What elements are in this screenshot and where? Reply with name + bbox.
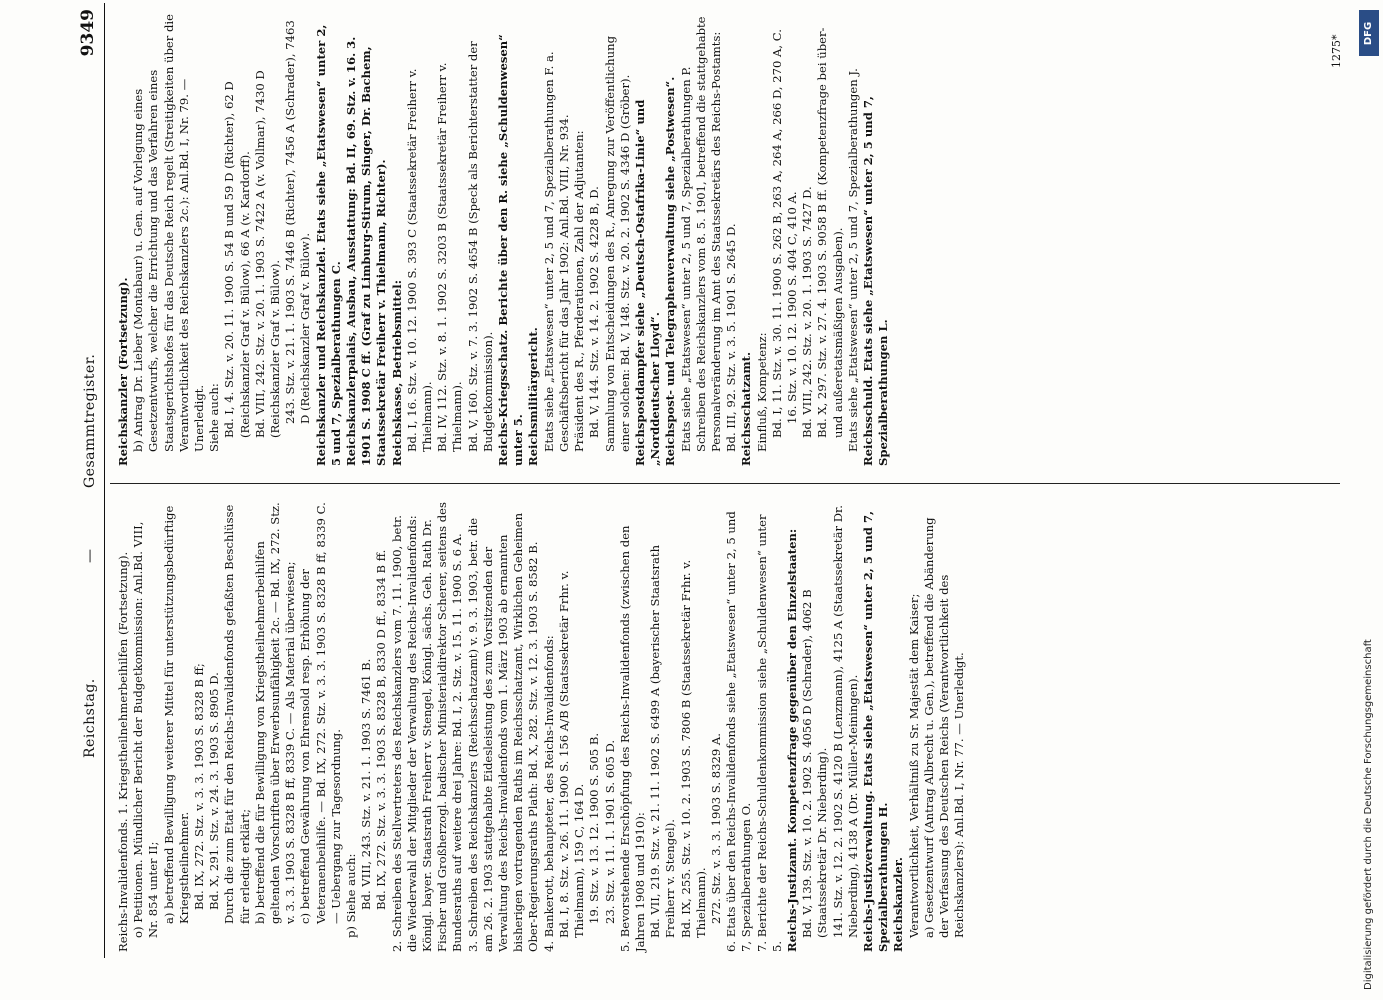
index-entry: b) betreffend die für Bewilligung von Kriegstheilnehmerbeihilfen geltenden Vorschriften über Erwerbsunfähigkeit 2c. — Bd. IX, 272. Stz. v. 3. 3. 1903 S. 8328 B ff, 8339 C. — Als Material überwiesen;	[252, 502, 298, 924]
right-column	[116, 14, 891, 466]
index-entry: Geschäftsbericht für das Jahr 1902: Anl.Bd. VIII, Nr. 934.	[556, 114, 571, 452]
index-entry: Bd. IX, 272. Stz. v. 3. 3. 1903 S. 8328 B, 8330 D ff., 8334 B ff.	[374, 549, 389, 910]
column-divider	[110, 483, 1340, 484]
index-entry: Reichs-Invalidenfonds. 1. Kriegstheilnehmerbeihilfen (Fortsetzung).	[116, 551, 130, 952]
index-entry: Bd. IX, 255. Stz. v. 10. 2. 1903 S. 7806 B (Staatssekretär Frhr. v. Thielmann).	[678, 559, 708, 938]
signature-mark: 1275*	[1330, 34, 1343, 68]
index-entry: 19. Stz. v. 13. 12. 1900 S. 505 B.	[587, 732, 602, 924]
index-heading: Reichspostdampfer siehe „Deutsch-Ostafrika-Linie“ und „Norddeutscher Lloyd“.	[632, 99, 663, 466]
header-right: Gesammtregister.	[82, 353, 98, 488]
index-entry: 2. Schreiben des Stellvertreters des Reichskanzlers vom 7. 11. 1900, betr. die Wiederwahl der Mitglieder der Verwaltung des Reichs-Invalidenfonds: Königl. bayer. Staatsrath Freiherr v. Stengel, Königl. sächs. Geh. Rath Dr. Fischer und Großherzogl. badischer Ministerialdirektor Scherer, seitens des Bundesraths auf weitere drei Jahre: Bd. I, 2. Stz. v. 15. 11. 1900 S. 6 A.	[389, 502, 465, 952]
index-entry: Einfluß, Kompetenz:	[754, 332, 769, 452]
index-entry: b) Antrag Dr. Lieber (Montabaur) u. Gen. auf Vorlegung eines Gesetzentwurfs, welcher die Errichtung und das Verfahren eines Staatsgerichtshofes für das Deutsche Reich regelt (Streitigkeiten über die Verantwortlichkeit des Reichskanzlers 2c.): Anl.Bd. I, Nr. 79. — Unerledigt.	[131, 13, 207, 452]
index-entry: Bd. IV, 112. Stz. v. 8. 1. 1902 S. 3203 B (Staatssekretär Freiherr v. Thielmann).	[435, 62, 465, 452]
index-entry: 243. Stz. v. 21. 1. 1903 S. 7446 B (Richter), 7456 A (Schrader), 7463 D (Reichskanzler Graf v. Bülow).	[283, 20, 313, 424]
index-entry: Etats siehe „Etatswesen“ unter 2, 5 und 7, Spezialberathungen F. a.	[541, 51, 556, 452]
index-entry: Bd. I, 16. Stz. v. 10. 12. 1900 S. 393 C (Staatssekretär Freiherr v. Thielmann).	[404, 68, 435, 452]
index-entry: 141. Stz. v. 12. 2. 1902 S. 4120 B (Lenzmann), 4125 A (Staatssekretär Dr. Nieberding), 4138 A (Dr. Müller-Meiningen).	[830, 505, 860, 938]
index-entry: Etats siehe „Etatswesen“ unter 2, 5 und 7, Spezialberathungen J.	[845, 68, 860, 452]
index-heading: Reichskanzlerpalais, Ausbau, Ausstattung: Bd. II, 69. Stz. v. 16. 3. 1901 S. 1908 C ff. (Graf zu Limburg-Stirum, Singer, Dr. Bachem, Staatssekretär Freiherr v. Thielmann, Richter).	[344, 36, 389, 466]
index-entry: Bd. X, 297. Stz. v. 27. 4. 1903 S. 9058 B ff. (Kompetenzfrage bei über- und außeretatsmäßigen Ausgaben).	[815, 27, 845, 438]
index-heading: Reichs-Justizamt. Kompetenzfrage gegenüber den Einzelstaaten:	[784, 528, 799, 952]
index-entry: a) Gesetzentwurf (Antrag Albrecht u. Gen.), betreffend die Abänderung der Verfassung des Deutschen Reichs (Verantwortlichkeit des Reichskanzlers): Anl.Bd. I, Nr. 77. — Unerledigt.	[921, 517, 967, 938]
index-entry: Bd. I, 4. Stz. v. 20. 11. 1900 S. 54 B und 59 D (Richter), 62 D (Reichskanzler Graf v. Bülow), 66 A (v. Kardorff).	[222, 81, 252, 438]
index-entry: 5. Bevorstehende Erschöpfung des Reichs-Invalidenfonds (zwischen den Jahren 1908 und 1910):	[617, 525, 647, 952]
index-entry: Bd. V, 139. Stz. v. 10. 2. 1902 S. 4056 D (Schrader), 4062 B (Staatssekretär Dr. Nieberding).	[800, 589, 830, 938]
index-entry: Bd. VIII, 243. Stz. v. 21. 1. 1903 S. 7461 B.	[359, 658, 374, 910]
index-entry: 16. Stz. v. 10. 12. 1900 S. 404 C, 410 A.	[784, 191, 799, 424]
left-column	[116, 500, 967, 952]
index-heading: Reichspost- und Telegraphenverwaltung siehe „Postwesen“.	[663, 76, 678, 466]
header-separator: —	[82, 549, 98, 563]
index-entry: p) Siehe auch:	[344, 853, 359, 938]
index-heading: Reichs-Justizverwaltung. Etats siehe „Etatswesen“ unter 2, 5 und 7, Spezialberathungen H.	[860, 510, 891, 952]
digitization-credit: Digitalisierung gefördert durch die Deutsche Forschungsgemeinschaft	[1363, 639, 1374, 990]
index-entry: Sammlung von Entscheidungen des R., Anregung zur Veröffentlichung einer solchen: Bd. V, 148. Stz. v. 20. 2. 1902 S. 4346 D (Gröber).	[602, 36, 632, 452]
index-entry: Bd. IX, 272. Stz. v. 3. 3. 1903 S. 8328 B ff;	[192, 663, 207, 910]
index-entry: 3. Schreiben des Reichskanzlers (Reichsschatzamt) v. 9. 3. 1903, betr. die am 26. 2. 1903 stattgehabte Eidesleistung des zum Vorsitzenden der Verwaltung des Reichs-Invalidenfonds vom 1. März 1903 ab ernannten bisherigen vortragenden Raths im Reichsschatzamt, Wirklichen Geheimen Ober-Regierungsraths Plath: Bd. X, 282. Stz. v. 12. 3. 1903 S. 8582 B.	[465, 512, 541, 952]
index-entry: a) betreffend Bewilligung weiterer Mittel für unterstützungsbedürftige Kriegstheilnehmer.	[161, 505, 191, 924]
digitization-sidebar	[1357, 0, 1383, 1000]
index-heading: Reichskasse, Betriebsmittel:	[389, 280, 404, 466]
index-entry: Präsident des R., Pferderationen, Zahl der Adjutanten:	[572, 130, 587, 452]
index-entry: 7. Berichte der Reichs-Schuldenkommission siehe „Schuldenwesen“ unter 5.	[754, 514, 784, 952]
page-number: 9349	[78, 9, 98, 57]
header-left: Reichstag.	[82, 678, 98, 758]
index-entry: o) Petitionen. Mündlicher Bericht der Budgetkommission: Anl.Bd. VIII, Nr. 854 unter II;	[131, 521, 161, 938]
rotated-page-content	[76, 3, 1383, 958]
index-heading: Reichs-Kriegsschatz. Berichte über den R. siehe „Schuldenwesen“ unter 5.	[496, 34, 526, 466]
index-entry: Bd. V, 160. Stz. v. 7. 3. 1902 S. 4654 B (Speck als Berichterstatter der Budgetkommission).	[465, 41, 495, 452]
index-entry: Bd. V, 144. Stz. v. 14. 2. 1902 S. 4228 B, D.	[587, 186, 602, 438]
index-entry: Bd. VII, 219. Stz. v. 21. 11. 1902 S. 6499 A (bayerischer Staatsrath Freiherr v. Stengel).	[648, 544, 678, 938]
index-heading: Reichsmilitärgericht.	[526, 327, 541, 466]
index-entry: Siehe auch:	[207, 383, 222, 452]
index-entry: Bd. VIII, 242. Stz. v. 20. 1. 1903 S. 7427 D.	[800, 186, 815, 438]
index-heading: Reichskanzler (Fortsetzung).	[116, 277, 130, 466]
running-header	[76, 3, 105, 958]
index-entry: Verantwortlichkeit, Verhältniß zu Sr. Majestät dem Kaiser;	[906, 593, 921, 938]
index-entry: Bd. I, 8. Stz. v. 26. 11. 1900 S. 156 A/B (Staatssekretär Frhr. v. Thielmann), 159 C, 164 D.	[556, 570, 587, 938]
index-heading: Reichskanzler und Reichskanzlei. Etats siehe „Etatswesen“ unter 2, 5 und 7, Spezialberathungen C.	[313, 24, 343, 466]
dfg-logo: DFG	[1359, 10, 1379, 56]
index-heading: Reichskanzler.	[891, 857, 906, 952]
index-entry: 6. Etats über den Reichs-Invalidenfonds siehe „Etatswesen“ unter 2, 5 und 7, Spezialberathungen O.	[724, 511, 754, 952]
index-entry: Bd. VIII, 242. Stz. v. 20. 1. 1903 S. 7422 A (v. Vollmar), 7430 D (Reichskanzler Graf v. Bülow).	[252, 70, 283, 438]
index-entry: 272. Stz. v. 3. 3. 1903 S. 8329 A.	[708, 733, 723, 924]
index-entry: Durch die zum Etat für den Reichs-Invalidenfonds gefaßten Beschlüsse für erledigt erklärt;	[222, 504, 252, 924]
index-entry: 4. Bankerott, behaupteter, des Reichs-Invalidenfonds:	[541, 635, 556, 952]
index-entry: Etats siehe „Etatswesen“ unter 2, 5 und 7, Spezialberathungen P.	[678, 66, 693, 452]
index-entry: c) betreffend Gewährung von Ehrensold resp. Erhöhung der Veteranenbeihilfe. — Bd. IX, 272. Stz. v. 3. 3. 1903 S. 8328 B ff, 8339 C. — Uebergang zur Tagesordnung.	[298, 502, 343, 924]
index-heading: Reichsschatzamt.	[739, 351, 754, 466]
index-entry: 23. Stz. v. 11. 1. 1901 S. 605 D.	[602, 739, 617, 924]
index-heading: Reichsschuld. Etats siehe „Etatswesen“ unter 2, 5 und 7, Spezialberathungen L.	[860, 96, 891, 466]
index-entry: Bd. I, 11. Stz. v. 30. 11. 1900 S. 262 B, 263 A, 264 A, 266 D, 270 A, C.	[769, 29, 784, 438]
index-entry: Schreiben des Reichskanzlers vom 8. 5. 1901, betreffend die stattgehabte Personalveränderung im Amt des Staatssekretärs des Reichs-Postamts: Bd. III, 92. Stz. v. 3. 5. 1901 S. 2645 D.	[693, 16, 739, 452]
index-entry: Bd. X, 291. Stz. v. 24. 3. 1903 S. 8905 D.	[207, 672, 222, 910]
